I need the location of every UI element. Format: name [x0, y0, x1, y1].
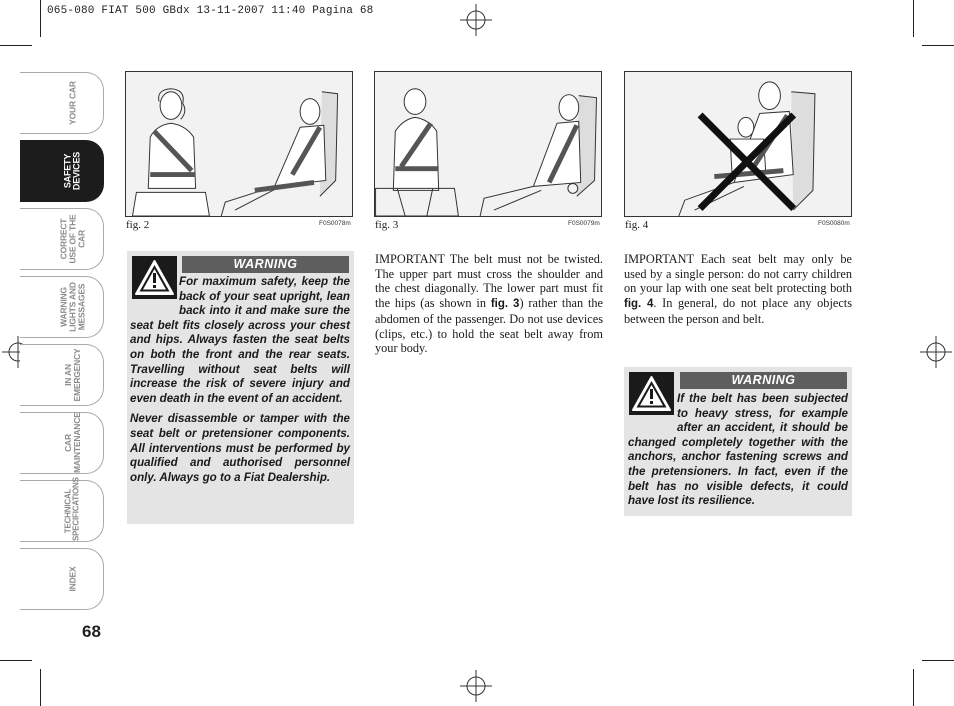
side-tab-your-car[interactable]: [20, 72, 104, 134]
crop-mark: [0, 45, 32, 46]
warning-text: [130, 275, 350, 491]
figure-4-drawing: [625, 72, 851, 216]
registration-mark-icon: [460, 4, 492, 36]
warning-box-belt-stress: [624, 367, 852, 516]
crop-mark: [0, 660, 32, 661]
body-text: IMPORTANT The belt must not be twisted. The upper part must cross the shoulder and the chest diagonally. The lower part must fit the hips (as shown in: [375, 252, 603, 311]
body-text-column-3: [624, 252, 852, 327]
side-tab-warning-lights[interactable]: [20, 276, 104, 338]
warning-paragraph: If the belt has been subjected to heavy stress, for example after an accident, it should be changed completely together with the anchors, anchor fastening screws and the pretensioners. In fact, even if the belt has no visible defects, it could have lost its resilience.: [628, 392, 848, 508]
figure-3-drawing: [375, 72, 601, 216]
side-tab-emergency[interactable]: [20, 344, 104, 406]
figure-3-code: F0S0079m: [568, 220, 600, 227]
body-text: IMPORTANT Each seat belt may only be used by a single person: do not carry children on your lap with one seat belt protecting both: [624, 252, 852, 296]
crop-mark: [40, 0, 41, 37]
body-text: ) rather than the abdomen of the passenger. Do not use devices (clips, etc.) to hold the seat belt away from your body.: [375, 296, 603, 356]
side-tab-safety-devices[interactable]: [20, 140, 104, 202]
side-tab-label: CORRECT USE OF THE CAR: [58, 214, 87, 264]
body-text-column-2: [375, 252, 603, 356]
page-number: 68: [82, 622, 101, 641]
crop-mark: [40, 669, 41, 706]
figure-4-label: fig. 4: [625, 219, 649, 231]
figure-3-label: fig. 3: [375, 219, 399, 231]
figure-4-code: F0S0080m: [818, 220, 850, 227]
figure-2-code: F0S0078m: [319, 220, 351, 227]
registration-mark-icon: [920, 336, 952, 368]
warning-title: WARNING: [680, 372, 847, 389]
figure-3-illustration: [374, 71, 602, 217]
crop-mark: [913, 0, 914, 37]
figure-reference: fig. 3: [490, 298, 520, 311]
warning-title: WARNING: [182, 256, 349, 273]
figure-2-illustration: [125, 71, 353, 217]
body-text: . In general, do not place any objects between the person and belt.: [624, 296, 852, 326]
side-tab-correct-use[interactable]: [20, 208, 104, 270]
crop-mark: [922, 45, 954, 46]
registration-mark-icon: [460, 670, 492, 702]
side-tab-technical-specs[interactable]: [20, 477, 104, 542]
figure-4-illustration: [624, 71, 852, 217]
crop-mark: [922, 660, 954, 661]
side-tab-label: SAFETY DEVICES: [62, 151, 82, 191]
print-header: 065-080 FIAT 500 GBdx 13-11-2007 11:40 Pagina 68: [47, 5, 374, 17]
side-tab-label: YOUR CAR: [67, 81, 78, 125]
figure-2-label: fig. 2: [126, 219, 150, 231]
side-tab-label: WARNING LIGHTS AND MESSAGES: [58, 282, 87, 332]
figure-2-drawing: [126, 72, 352, 216]
crop-mark: [913, 669, 914, 706]
figure-reference: fig. 4: [624, 298, 654, 311]
warning-box-seat-position: [127, 251, 354, 524]
warning-text: [628, 392, 848, 515]
side-tab-label: INDEX: [67, 566, 78, 592]
warning-paragraph: Never disassemble or tamper with the seat belt or pretensioner components. All interventions must be performed by qualified and authorised personnel only. Always go to a Fiat Dealership.: [130, 412, 350, 484]
warning-paragraph: For maximum safety, keep the back of your seat upright, lean back into it and make sure the seat belt fits closely across your chest and hips. Always fasten the seat belts on both the front and the rear seats. Travelling without seat belts will increase the risk of severe injury and even death in the event of an accident.: [130, 275, 350, 405]
side-tab-maintenance[interactable]: [20, 412, 104, 474]
side-tab-label: CAR MAINTENANCE: [63, 412, 82, 473]
side-tab-label: TECHNICAL SPECIFICATIONS: [63, 477, 81, 541]
side-tab-label: IN AN EMERGENCY: [63, 348, 82, 402]
side-tab-index[interactable]: [20, 548, 104, 610]
